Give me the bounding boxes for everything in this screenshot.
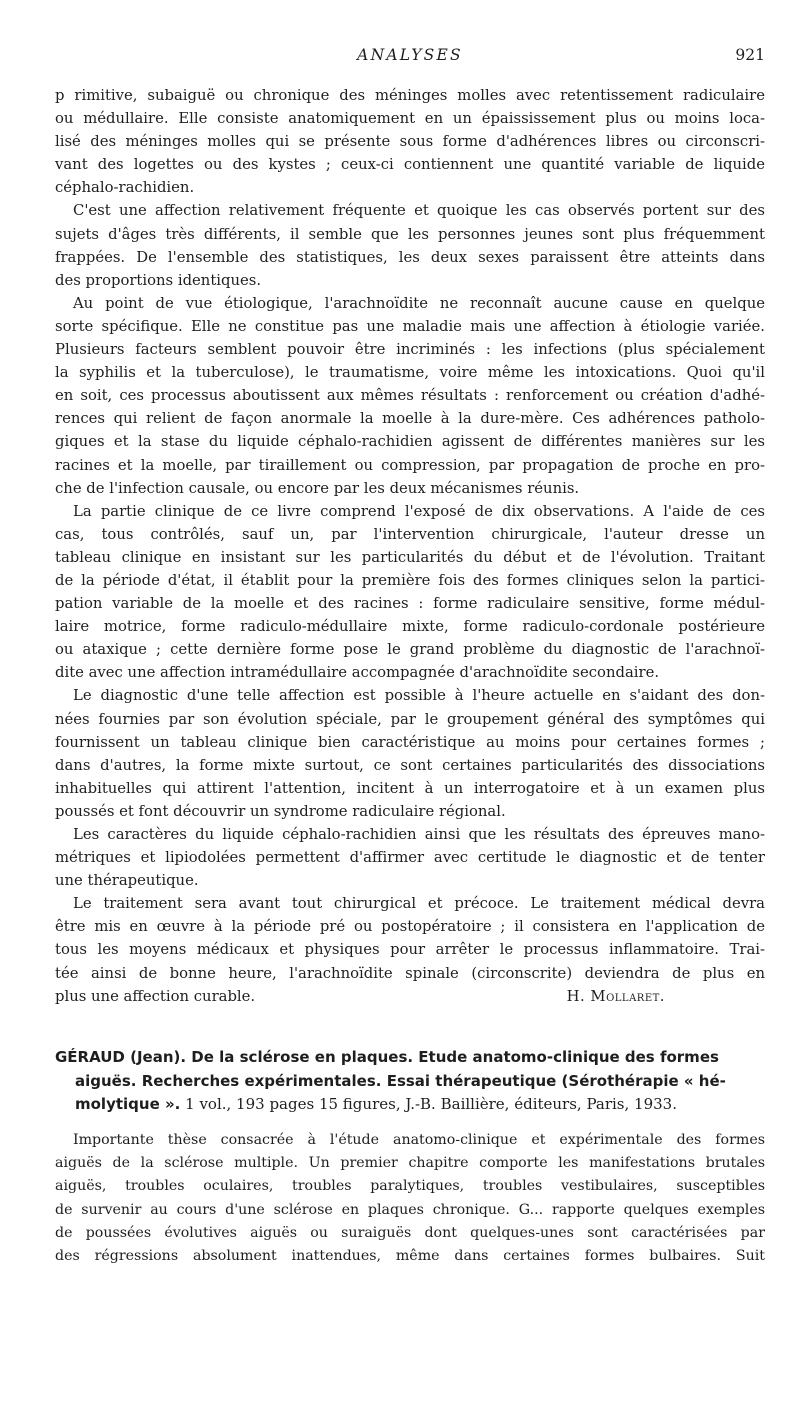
text-line: être mis en œuvre à la période pré ou postopératoire ; il consistera en l'application de — [55, 918, 765, 936]
text-line: sorte spécifique. Elle ne constitue pas une maladie mais une affection à étiologie variée. — [55, 317, 765, 335]
text-line: Le traitement sera avant tout chirurgical et précoce. Le traitement médical devra — [73, 895, 765, 913]
text-line: cas, tous contrôlés, sauf un, par l'intervention chirurgicale, l'auteur dresse un — [55, 525, 765, 543]
paragraph — [55, 684, 765, 823]
paragraph — [55, 84, 765, 199]
second-review-body — [55, 1129, 765, 1268]
text-line: de survenir au cours d'une sclérose en plaques chronique. G... rapporte quelques exemples — [55, 1201, 765, 1218]
text-line: métriques et lipiodolées permettent d'affirmer avec certitude le diagnostic et de tenter — [55, 849, 765, 867]
text-line: sujets d'âges très différents, il semble que les personnes jeunes sont plus fréquemment — [55, 225, 765, 243]
text-line: la syphilis et la tuberculose), le traumatisme, voire même les intoxications. Quoi qu'il — [55, 364, 765, 382]
text-line: ou ataxique ; cette dernière forme pose le grand problème du diagnostic de l'arachnoï- — [55, 641, 765, 659]
heading-citation-text: 1 vol., 193 pages 15 figures, J.-B. Baillière, éditeurs, Paris, 1933. — [180, 1095, 677, 1113]
text-line: Le diagnostic d'une telle affection est possible à l'heure actuelle en s'aidant des don- — [73, 687, 765, 705]
text-line: Importante thèse consacrée à l'étude anatomo-clinique et expérimentale des formes — [73, 1132, 765, 1148]
paragraph — [55, 500, 765, 685]
paragraph — [55, 292, 765, 500]
text-line: plus une affection curable. — [55, 987, 256, 1005]
text-line: céphalo-rachidien. — [55, 179, 195, 197]
page-number: 921 — [735, 46, 765, 64]
text-line: des proportions identiques. — [55, 271, 262, 289]
text-line: inhabituelles qui attirent l'attention, incitent à un interrogatoire et à un examen plus — [55, 779, 765, 797]
text-line: une thérapeutique. — [55, 872, 199, 890]
text-line: che de l'infection causale, ou encore par les deux mécanismes réunis. — [55, 479, 580, 497]
text-line: tous les moyens médicaux et physiques pour arrêter le processus inflammatoire. Trai- — [55, 941, 765, 959]
heading-line — [55, 1093, 765, 1117]
heading-line — [55, 1070, 765, 1094]
text-line: pation variable de la moelle et des racines : forme radiculaire sensitive, forme médul- — [55, 595, 765, 613]
heading-bold-text: GÉRAUD (Jean). De la sclérose en plaques. Etude anatomo-clinique des formes — [55, 1048, 719, 1066]
text-line: C'est une affection relativement fréquente et quoique les cas observés portent sur des — [73, 202, 765, 220]
text-line: rences qui relient de façon anormale la moelle à la dure-mère. Ces adhérences patholo- — [55, 410, 765, 428]
text-line: tableau clinique en insistant sur les particularités du début et de l'évolution. Traitant — [55, 548, 765, 566]
text-line: p rimitive, subaiguë ou chronique des méninges molles avec retentissement radiculaire — [55, 87, 765, 104]
text-line: frappées. De l'ensemble des statistiques, les deux sexes paraissent être atteints dans — [55, 248, 765, 266]
author-signature: H. Mollaret. — [566, 987, 665, 1005]
paragraph — [55, 199, 765, 291]
text-line: La partie clinique de ce livre comprend l'exposé de dix observations. A l'aide de ces — [73, 502, 765, 520]
text-line: aiguës, troubles oculaires, troubles paralytiques, troubles vestibulaires, susceptibles — [55, 1178, 765, 1195]
text-line: de la période d'état, il établit pour la première fois des formes cliniques selon la partici- — [55, 571, 765, 589]
text-line: dite avec une affection intramédullaire accompagnée d'arachnoïdite secondaire. — [55, 664, 660, 682]
running-header — [55, 46, 765, 70]
closing-line — [55, 985, 765, 1008]
text-line: ou médullaire. Elle consiste anatomiquement en un épaississement plus ou moins loca- — [55, 110, 765, 128]
text-line: des régressions absolument inattendues, même dans certaines formes bulbaires. Suit — [55, 1248, 765, 1265]
text-line: laire motrice, forme radiculo-médullaire mixte, forme radiculo-cordonale postérieure — [55, 618, 765, 636]
heading-bold-text: aiguës. Recherches expérimentales. Essai thérapeutique (Sérothérapie « hé- — [75, 1071, 726, 1090]
text-line: racines et la moelle, par tiraillement ou compression, par propagation de proche en pro- — [55, 456, 765, 474]
text-line: de poussées évolutives aiguës ou suraiguës dont quelques-unes sont caractérisées par — [55, 1224, 765, 1241]
text-line: vant des logettes ou des kystes ; ceux-ci contiennent une quantité variable de liquide — [55, 156, 765, 174]
text-line: tée ainsi de bonne heure, l'arachnoïdite spinale (circonscrite) deviendra de plus en — [55, 964, 765, 982]
heading-bold-text: molytique ». — [75, 1095, 181, 1113]
paragraph — [55, 892, 765, 984]
text-line: dans d'autres, la forme mixte surtout, ce sont certaines particularités des dissociations — [55, 756, 765, 774]
running-title: ANALYSES — [357, 46, 463, 64]
text-line: en soit, ces processus aboutissent aux mêmes résultats : renforcement ou création d'adhé- — [55, 387, 765, 405]
text-line: Plusieurs facteurs semblent pouvoir être incriminés : les infections (plus spécialement — [55, 341, 765, 359]
heading-line — [55, 1046, 765, 1070]
text-line: giques et la stase du liquide céphalo-rachidien agissent de différentes manières sur les — [55, 433, 765, 451]
paragraph — [55, 823, 765, 892]
text-line: Au point de vue étiologique, l'arachnoïdite ne reconnaît aucune cause en quelque — [73, 294, 765, 312]
text-line: lisé des méninges molles qui se présente sous forme d'adhérences libres ou circonscri- — [55, 133, 765, 151]
text-line: poussés et font découvrir un syndrome radiculaire régional. — [55, 802, 506, 820]
first-review-body — [55, 84, 765, 1008]
text-line: fournissent un tableau clinique bien caractéristique au moins pour certaines formes ; — [55, 733, 765, 751]
text-line: aiguës de la sclérose multiple. Un premier chapitre comporte les manifestations brutales — [55, 1155, 765, 1172]
text-line: nées fournies par son évolution spéciale, par le groupement général des symptômes qui — [55, 710, 765, 728]
text-line: Les caractères du liquide céphalo-rachidien ainsi que les résultats des épreuves mano- — [73, 826, 765, 843]
second-review-heading — [55, 1046, 765, 1117]
